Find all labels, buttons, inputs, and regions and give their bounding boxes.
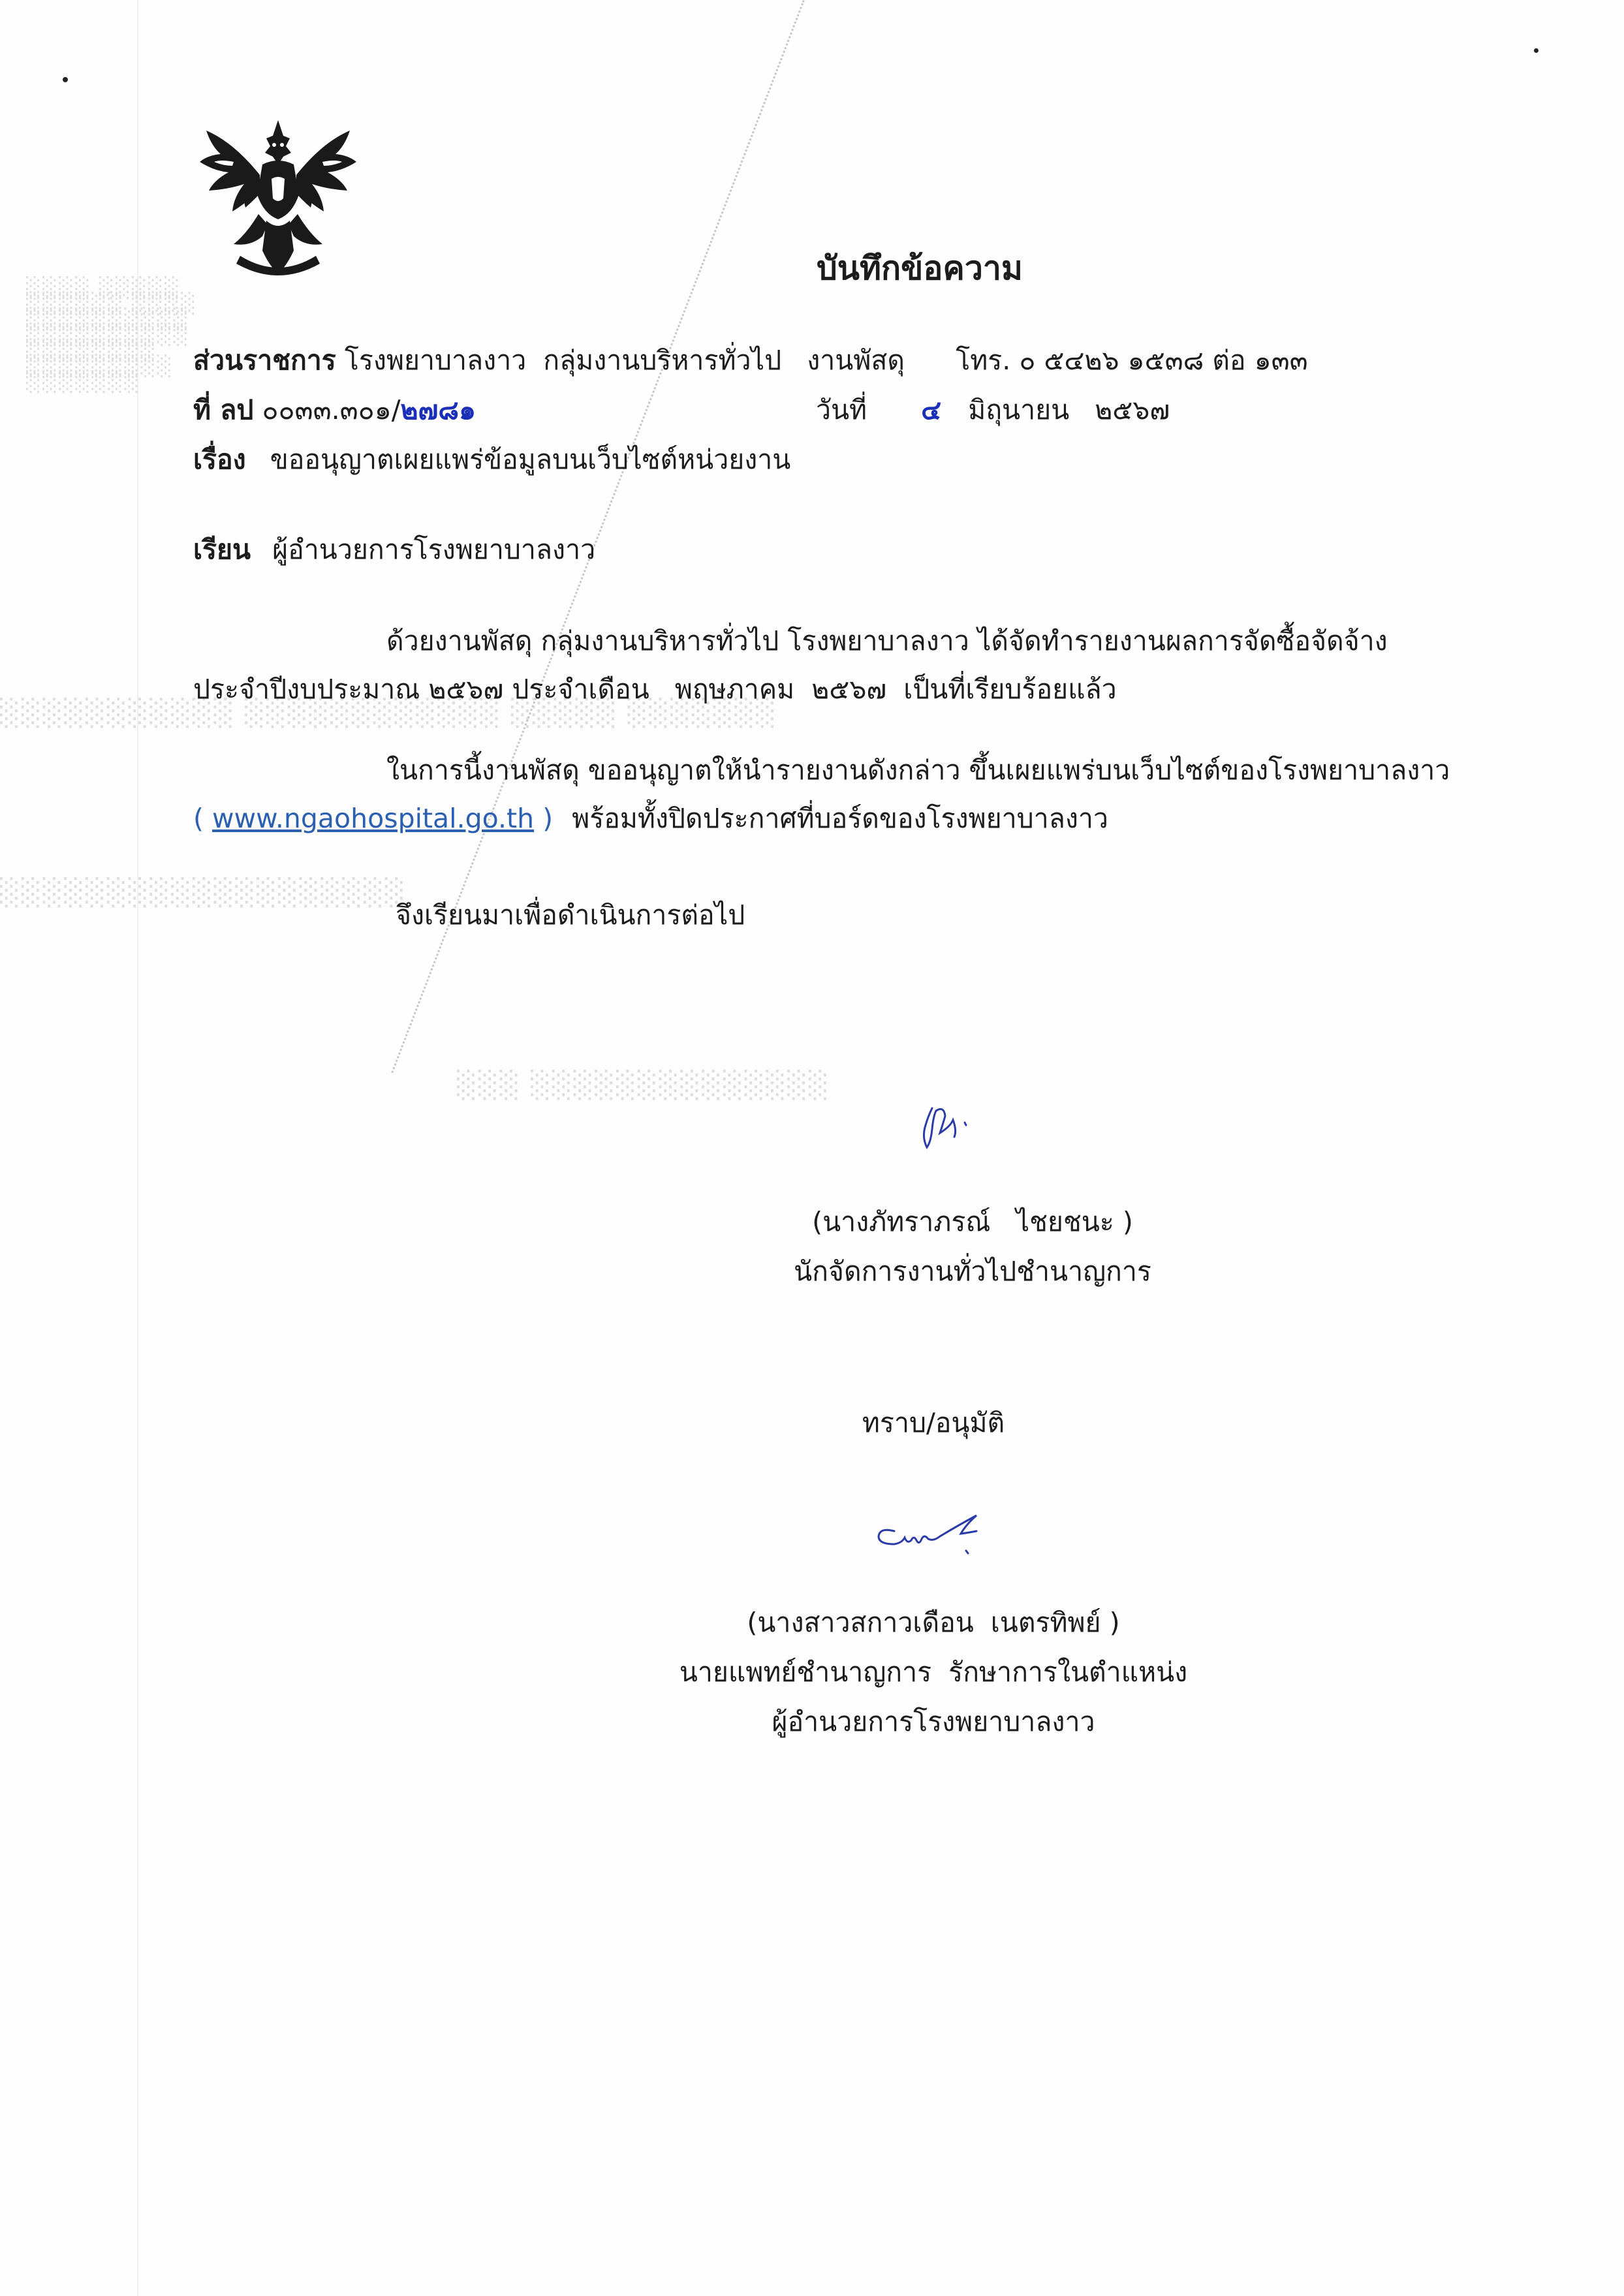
closing-line: จึงเรียนมาเพื่อดำเนินการต่อไป (396, 899, 745, 931)
body-paragraph-2-rest: พร้อมทั้งปิดประกาศที่บอร์ดของโรงพยาบาลงาว (572, 803, 1108, 834)
signatory-2-name: (นางสาวสกาวเดือน เนตรทิพย์ ) (747, 1607, 1120, 1638)
body-paragraph-1-line-2: ประจำปีงบประมาณ ๒๕๖๗ ประจำเดือน พฤษภาคม ๒๕๖๗ เป็นที่เรียบร้อยแล้ว (193, 674, 1117, 705)
date-month-year: มิถุนายน ๒๕๖๗ (968, 394, 1170, 426)
subject-label: เรื่อง (193, 444, 246, 475)
reference-number: ๒๗๘๑ (400, 394, 476, 426)
memo-title: บันทึกข้อความ (817, 249, 1023, 287)
scan-speck (1534, 48, 1538, 53)
signatory-1-position: นักจัดการงานทั่วไปชำนาญการ (794, 1256, 1151, 1287)
link-paren-close: ) (542, 803, 554, 834)
agency-value: โรงพยาบาลงาว กลุ่มงานบริหารทั่วไป งานพัสดุ โทร. ๐ ๕๔๒๖ ๑๕๓๘ ต่อ ๑๓๓ (344, 345, 1308, 376)
date-label: วันที่ (816, 394, 867, 426)
date-day: ๔ (921, 394, 942, 426)
signature-1 (914, 1096, 999, 1162)
subject-row (193, 439, 790, 481)
body-paragraph-1-line-1: ด้วยงานพัสดุ กลุ่มงานบริหารทั่วไป โรงพยาบาลงาว ได้จัดทำรายงานผลการจัดซื้อจัดจ้าง (386, 625, 1388, 657)
reference-prefix: ๐๐๓๓.๓๐๑/ (262, 394, 401, 426)
bleed-through-text: ░░░░ ░░░░░ ░░░░░░ ░░░░ ░░░░░░░░░░ ░░░░░░░░░░ ░░░░░░░░ ░░░░░░░░░ ░░░░░░░ (26, 277, 198, 394)
reference-row (193, 389, 476, 431)
signatory-2-position-line-1: นายแพทย์ชำนาญการ รักษาการในตำแหน่ง (679, 1656, 1188, 1688)
bleed-through-text: ░░░░░░░░░░░░░░░░░░░ (0, 878, 407, 908)
bleed-through-text: ░░░ ░░░░░░░░░░░░░░ (457, 1070, 830, 1100)
signatory-2-position-line-2: ผู้อำนวยการโรงพยาบาลงาว (772, 1706, 1095, 1737)
subject-value: ขออนุญาตเผยแพร่ข้อมูลบนเว็บไซต์หน่วยงาน (270, 444, 791, 475)
signatory-1-name: (นางภัทราภรณ์ ไชยชนะ ) (812, 1206, 1133, 1237)
website-link[interactable]: www.ngaohospital.go.th (212, 803, 535, 834)
addressee-value: ผู้อำนวยการโรงพยาบาลงาว (272, 534, 596, 565)
body-paragraph-2-line-2 (193, 798, 1108, 840)
addressee-row (193, 529, 595, 571)
date-row (816, 389, 1170, 431)
bleed-through-text: ░░░░░░░░░░░ ░░░░░░░░░░░░ ░░░░░ ░░░░░░░ (0, 698, 777, 728)
signature-2 (868, 1501, 1018, 1573)
agency-row (193, 339, 1308, 382)
addressee-label: เรียน (193, 534, 251, 565)
link-paren-open: ( (193, 803, 204, 834)
body-paragraph-2-line-1: ในการนี้งานพัสดุ ขออนุญาตให้นำรายงานดังกล่าว ขึ้นเผยแพร่บนเว็บไซต์ของโรงพยาบาลงาว (386, 754, 1450, 786)
scan-speck (63, 77, 68, 82)
approval-label: ทราบ/อนุมัติ (862, 1407, 1005, 1438)
reference-label: ที่ ลป (193, 394, 254, 426)
agency-label: ส่วนราชการ (193, 345, 336, 376)
